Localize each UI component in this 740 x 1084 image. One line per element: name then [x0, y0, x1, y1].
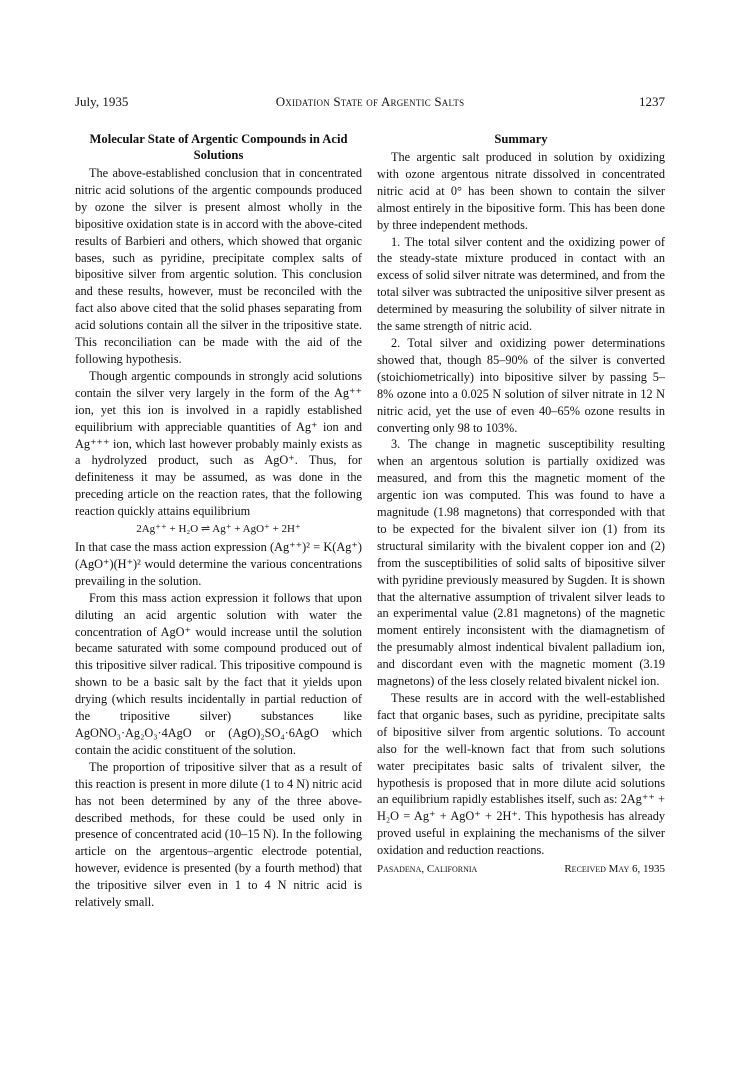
paragraph: 2. Total silver and oxidizing power determinations showed that, though 85–90% of the silver is converted (stoichiometrically) into bipositive silver by passing 5–8% ozone into a 0.025 N solution of silver nitrate in 12 N nitric acid, yet the use of even 40–65% ozone results in converting only 98 to 103%.: [377, 335, 665, 435]
received-date: Received May 6, 1935: [564, 863, 665, 876]
paragraph: In that case the mass action expression (Ag⁺⁺)² = K(Ag⁺)(AgO⁺)(H⁺)² would determine the various concentrations prevailing in the solution.: [75, 540, 362, 588]
paragraph: 3. The change in magnetic susceptibility resulting when an argentous solution is partially oxidized was measured, and from this the magnetic moment of the argentic ion was computed. This was found to have a magnitude (1.98 magnetons) that corresponded with that to be expected for the bivalent silver ion (1) from its structural similarity with the bivalent copper ion and (2) from the susceptibilities of solid salts of bipositive silver with pyridine previously measured by Sugden. It is shown that the alternative assumption of trivalent silver leads to an experimental value (2.81 magnetons) of the magnetic moment entirely inconsistent with the diamagnetism of the presumably almost indentical bivalent palladium ion, and discordant even with the magnetic moment (3.19 magnetons) of the less closely related bivalent nickel ion.: [377, 437, 665, 689]
paragraph: The proportion of tripositive silver that as a result of this reaction is present in more dilute (1 to 4 N) nitric acid has not been determined by any of the three above-described methods, for these could be used only in presence of concentrated acid (10–15 N). In the following article on the argentous–argentic electrode potential, however, evidence is presented (by a fourth method) that the tripositive silver even in 1 to 4 N nitric acid is relatively small.: [75, 759, 362, 910]
left-column: [75, 131, 362, 911]
paragraph: The argentic salt produced in solution by oxidizing with ozone argentous nitrate dissolved in concentrated nitric acid at 0° has been shown to contain the silver almost entirely in the bipositive form. This has been done by three independent methods.: [377, 150, 665, 232]
header-running-title: Oxidation State of Argentic Salts: [275, 94, 465, 109]
paragraph: These results are in accord with the well-established fact that organic bases, such as pyridine, precipitate salts of bipositive silver from argentic solutions. To account also for the well-known fact that from such solutions water precipitates basic salts of trivalent silver, the hypothesis is proposed that in more dilute acid solutions an equilibrium rapidly establishes itself, such as: 2Ag⁺⁺ + H₂O = Ag⁺ + AgO⁺ + 2H⁺. This hypothesis has already proved useful in explaining the mechanisms of the silver oxidation and reduction reactions.: [377, 691, 665, 858]
paragraph: From this mass action expression it follows that upon diluting an acid argentic solution with water the concentration of AgO⁺ would increase until the solution became saturated with some compound produced out of this tripositive silver radical. This tripositive compound is shown to be a basic salt by the fact that it yields upon drying (which results incidentally in partial reduction of the tripositive silver) substances like AgONO₃·Ag₂O₃·4AgO or (AgO)₂SO₄·6AgO which contain the acidic constituent of the solution.: [75, 590, 362, 757]
paragraph: 1. The total silver content and the oxidizing power of the steady-state mixture produced in contact with an excess of solid silver nitrate was determined, and from the total silver was subtracted the unipositive silver present as determined by measuring the solubility of silver nitrate in the same strength of nitric acid.: [377, 234, 665, 334]
right-column: [377, 131, 665, 878]
summary-heading: Summary: [494, 132, 548, 146]
running-header: [75, 94, 665, 112]
equation: 2Ag⁺⁺ + H₂O ⇌ Ag⁺ + AgO⁺ + 2H⁺: [136, 523, 301, 536]
header-page-number: 1237: [639, 94, 665, 109]
signature-line: [377, 861, 665, 878]
paragraph: The above-established conclusion that in concentrated nitric acid solutions of the argentic compounds produced by ozone the silver is present almost wholly in the bipositive oxidation state is in accord with the above-cited results of Barbieri and others, which showed that organic bases, such as pyridine, precipitate complex salts of bipositive silver from argentic solution. This conclusion and these results, however, must be reconciled with the fact also above cited that the solid phases separating from acid solutions contain all the silver in the tripositive state. This reconciliation can be made with the aid of the following hypothesis.: [75, 166, 362, 366]
header-date: July, 1935: [75, 94, 129, 109]
section-heading: Molecular State of Argentic Compounds in Acid Solutions: [89, 132, 348, 162]
location: Pasadena, California: [377, 863, 478, 876]
paragraph: Though argentic compounds in strongly acid solutions contain the silver very largely in the form of the Ag⁺⁺ ion, yet this ion is involved in a rapidly established equilibrium with appreciable quantities of Ag⁺ ion and Ag⁺⁺⁺ ion, which last however probably mainly exists as a hydrolyzed product, such as AgO⁺. Thus, for definiteness it may be assumed, as was done in the preceding article on the reaction rates, that the following reaction quickly attains equilibrium: [75, 368, 362, 519]
